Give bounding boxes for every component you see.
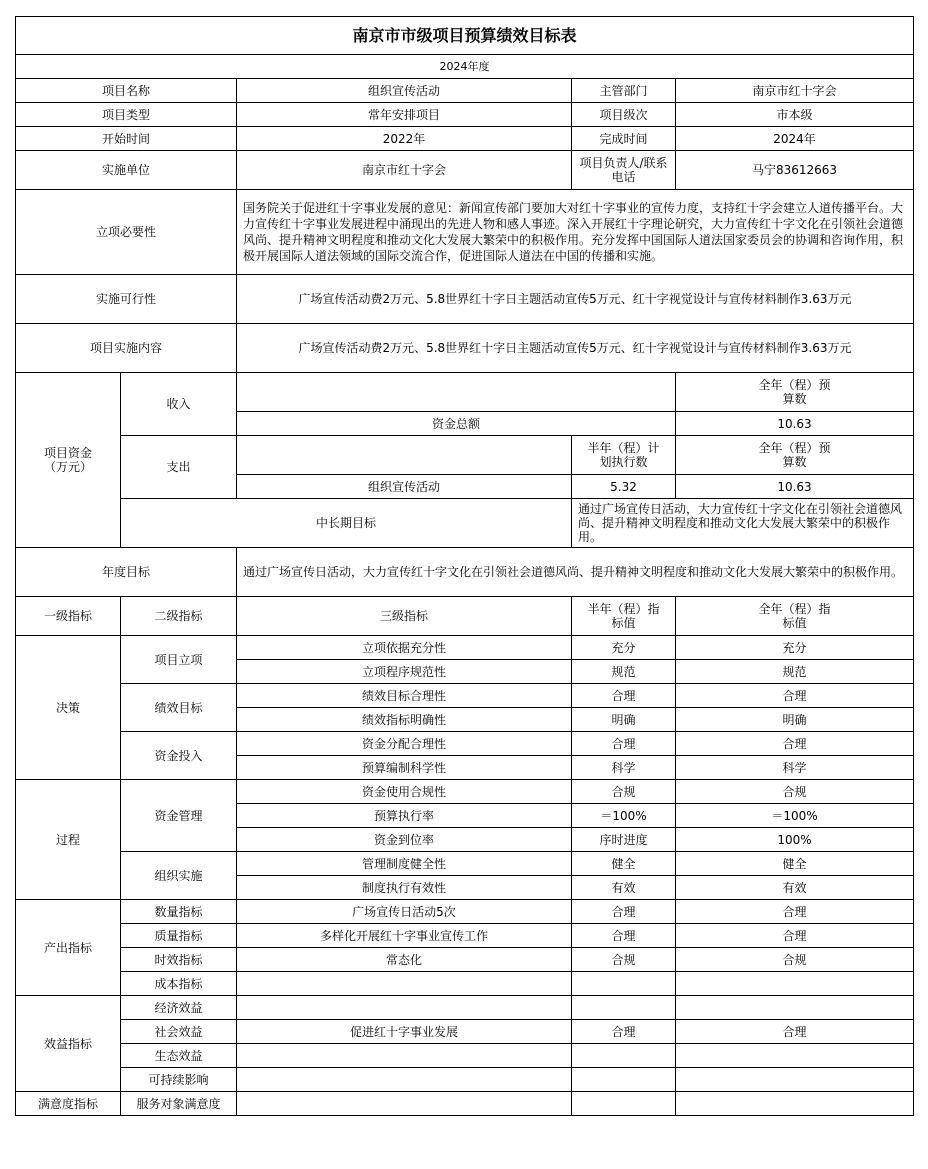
- level3-indicator: 资金到位率: [237, 828, 572, 852]
- necessity-label: 立项必要性: [16, 190, 237, 275]
- level3-indicator: 多样化开展红十字事业宣传工作: [237, 924, 572, 948]
- indicator-row: [16, 900, 914, 924]
- level2-header: 二级指标: [121, 597, 237, 636]
- income-blank: [237, 373, 676, 412]
- start-time-value: 2022年: [237, 127, 572, 151]
- level3-indicator: 预算执行率: [237, 804, 572, 828]
- fiscal-year: 2024年度: [16, 55, 914, 79]
- half-year-target: 有效: [572, 876, 676, 900]
- full-year-target: 100%: [676, 828, 914, 852]
- level1-indicator: 决策: [16, 636, 121, 780]
- level2-indicator: 可持续影响: [121, 1068, 237, 1092]
- level3-indicator: 促进红十字事业发展: [237, 1020, 572, 1044]
- level3-header: 三级指标: [237, 597, 572, 636]
- level2-indicator: 项目立项: [121, 636, 237, 684]
- total-funds-label: 资金总额: [237, 412, 676, 436]
- half-year-target: ＝100%: [572, 804, 676, 828]
- level2-indicator: 社会效益: [121, 1020, 237, 1044]
- contact-label: 项目负责人/联系电话: [572, 151, 676, 190]
- full-year-target: 合规: [676, 948, 914, 972]
- half-target-header: 半年（程）指标值: [572, 597, 676, 636]
- income-label: 收入: [121, 373, 237, 436]
- level3-indicator: [237, 972, 572, 996]
- full-year-target: 明确: [676, 708, 914, 732]
- full-year-target: 合理: [676, 1020, 914, 1044]
- half-year-target: 合规: [572, 948, 676, 972]
- full-year-target: [676, 1044, 914, 1068]
- half-year-target: [572, 1068, 676, 1092]
- necessity-text: 国务院关于促进红十字事业发展的意见：新闻宣传部门要加大对红十字事业的宣传力度，支持红十字会建立人道传播平台。大力宣传红十字事业发展进程中涌现出的先进人物和感人事迹。深入开展红十字理论研究，大力宣传红十字文化在引领社会道德风尚、提升精神文明程度和推动文化大发展大繁荣中的积极作用。充分发挥中国国际人道法国家委员会的协调和咨询作用，积极开展国际人道法领域的国际交流合作，促进国际人道法在中国的传播和实施。: [237, 190, 914, 275]
- indicator-row: [16, 1020, 914, 1044]
- project-level-label: 项目级次: [572, 103, 676, 127]
- level3-indicator: [237, 1044, 572, 1068]
- project-type-value: 常年安排项目: [237, 103, 572, 127]
- level3-indicator: 制度执行有效性: [237, 876, 572, 900]
- level3-indicator: [237, 996, 572, 1020]
- indicator-row: [16, 636, 914, 660]
- content-text: 广场宣传活动费2万元、5.8世界红十字日主题活动宣传5万元、红十字视觉设计与宣传材料制作3.63万元: [237, 324, 914, 373]
- indicator-row: [16, 780, 914, 804]
- expense-item-half: 5.32: [572, 475, 676, 499]
- half-year-target: 序时进度: [572, 828, 676, 852]
- full-budget-header: 全年（程）预算数: [676, 436, 914, 475]
- level2-indicator: 生态效益: [121, 1044, 237, 1068]
- indicator-row: [16, 684, 914, 708]
- project-type-label: 项目类型: [16, 103, 237, 127]
- long-term-goal-label: 中长期目标: [121, 499, 572, 548]
- annual-goal-label: 年度目标: [16, 548, 237, 597]
- full-year-target: 有效: [676, 876, 914, 900]
- level3-indicator: 预算编制科学性: [237, 756, 572, 780]
- annual-goal-text: 通过广场宣传日活动，大力宣传红十字文化在引领社会道德风尚、提升精神文明程度和推动文化大发展大繁荣中的积极作用。: [237, 548, 914, 597]
- level2-indicator: 资金投入: [121, 732, 237, 780]
- half-year-target: 充分: [572, 636, 676, 660]
- form-table: [15, 16, 914, 1116]
- project-name-label: 项目名称: [16, 79, 237, 103]
- half-year-target: 合理: [572, 732, 676, 756]
- level1-indicator: 满意度指标: [16, 1092, 121, 1116]
- level2-indicator: 组织实施: [121, 852, 237, 900]
- level3-indicator: 管理制度健全性: [237, 852, 572, 876]
- department-label: 主管部门: [572, 79, 676, 103]
- income-budget-header: 全年（程）预算数: [676, 373, 914, 412]
- feasibility-text: 广场宣传活动费2万元、5.8世界红十字日主题活动宣传5万元、红十字视觉设计与宣传材料制作3.63万元: [237, 275, 914, 324]
- level3-indicator: [237, 1068, 572, 1092]
- end-time-value: 2024年: [676, 127, 914, 151]
- level3-indicator: 常态化: [237, 948, 572, 972]
- level1-indicator: 过程: [16, 780, 121, 900]
- level2-indicator: 服务对象满意度: [121, 1092, 237, 1116]
- half-year-target: 合理: [572, 900, 676, 924]
- full-year-target: [676, 1068, 914, 1092]
- full-year-target: ＝100%: [676, 804, 914, 828]
- department-value: 南京市红十字会: [676, 79, 914, 103]
- indicator-row: [16, 996, 914, 1020]
- level1-indicator: 效益指标: [16, 996, 121, 1092]
- half-year-target: [572, 1044, 676, 1068]
- indicator-row: [16, 1092, 914, 1116]
- budget-performance-form: [15, 16, 914, 1116]
- implementing-unit-label: 实施单位: [16, 151, 237, 190]
- content-label: 项目实施内容: [16, 324, 237, 373]
- level2-indicator: 经济效益: [121, 996, 237, 1020]
- full-year-target: 合理: [676, 684, 914, 708]
- indicator-row: [16, 1068, 914, 1092]
- half-year-target: 合理: [572, 1020, 676, 1044]
- full-target-header: 全年（程）指标值: [676, 597, 914, 636]
- indicator-row: [16, 948, 914, 972]
- level3-indicator: 立项程序规范性: [237, 660, 572, 684]
- level2-indicator: 资金管理: [121, 780, 237, 852]
- level3-indicator: 绩效目标合理性: [237, 684, 572, 708]
- half-year-target: 规范: [572, 660, 676, 684]
- expense-item-label: 组织宣传活动: [237, 475, 572, 499]
- level3-indicator: 资金分配合理性: [237, 732, 572, 756]
- expense-item-full: 10.63: [676, 475, 914, 499]
- indicator-row: [16, 732, 914, 756]
- level2-indicator: 时效指标: [121, 948, 237, 972]
- full-year-target: 科学: [676, 756, 914, 780]
- level3-indicator: 立项依据充分性: [237, 636, 572, 660]
- level3-indicator: 广场宣传日活动5次: [237, 900, 572, 924]
- contact-value: 马宁83612663: [676, 151, 914, 190]
- full-year-target: 合理: [676, 924, 914, 948]
- form-title: 南京市市级项目预算绩效目标表: [16, 17, 914, 55]
- level2-indicator: 数量指标: [121, 900, 237, 924]
- half-year-target: 明确: [572, 708, 676, 732]
- half-year-target: 合理: [572, 924, 676, 948]
- level1-indicator: 产出指标: [16, 900, 121, 996]
- level1-header: 一级指标: [16, 597, 121, 636]
- half-year-target: 合理: [572, 684, 676, 708]
- level3-indicator: [237, 1092, 572, 1116]
- full-year-target: [676, 1092, 914, 1116]
- project-level-value: 市本级: [676, 103, 914, 127]
- full-year-target: 规范: [676, 660, 914, 684]
- end-time-label: 完成时间: [572, 127, 676, 151]
- start-time-label: 开始时间: [16, 127, 237, 151]
- half-year-target: [572, 996, 676, 1020]
- funds-label: 项目资金（万元）: [16, 373, 121, 548]
- full-year-target: 健全: [676, 852, 914, 876]
- half-year-target: [572, 972, 676, 996]
- expense-blank: [237, 436, 572, 475]
- half-year-target: 健全: [572, 852, 676, 876]
- long-term-goal-text: 通过广场宣传日活动，大力宣传红十字文化在引领社会道德风尚、提升精神文明程度和推动文化大发展大繁荣中的积极作用。: [572, 499, 914, 548]
- indicator-row: [16, 852, 914, 876]
- expense-label: 支出: [121, 436, 237, 499]
- level3-indicator: 绩效指标明确性: [237, 708, 572, 732]
- half-plan-header: 半年（程）计划执行数: [572, 436, 676, 475]
- full-year-target: 合规: [676, 780, 914, 804]
- project-name-value: 组织宣传活动: [237, 79, 572, 103]
- level2-indicator: 质量指标: [121, 924, 237, 948]
- level2-indicator: 成本指标: [121, 972, 237, 996]
- half-year-target: 合规: [572, 780, 676, 804]
- implementing-unit-value: 南京市红十字会: [237, 151, 572, 190]
- indicator-row: [16, 924, 914, 948]
- indicator-row: [16, 1044, 914, 1068]
- half-year-target: [572, 1092, 676, 1116]
- full-year-target: [676, 996, 914, 1020]
- full-year-target: [676, 972, 914, 996]
- feasibility-label: 实施可行性: [16, 275, 237, 324]
- full-year-target: 充分: [676, 636, 914, 660]
- half-year-target: 科学: [572, 756, 676, 780]
- full-year-target: 合理: [676, 900, 914, 924]
- level2-indicator: 绩效目标: [121, 684, 237, 732]
- total-funds-value: 10.63: [676, 412, 914, 436]
- indicator-row: [16, 972, 914, 996]
- level3-indicator: 资金使用合规性: [237, 780, 572, 804]
- full-year-target: 合理: [676, 732, 914, 756]
